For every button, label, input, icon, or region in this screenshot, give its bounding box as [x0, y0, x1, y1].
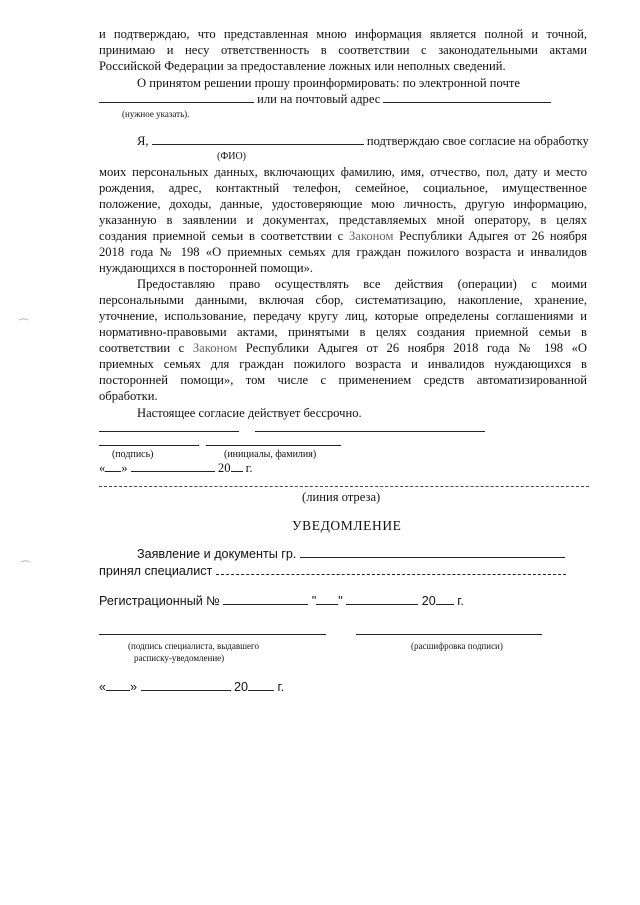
email-field[interactable] [99, 92, 254, 103]
law-link-1[interactable]: Законом [348, 229, 394, 243]
consent-line-6: 2018 года № 198 «О приемных семьях для граждан пожилого возраста и инвалидов [99, 245, 587, 259]
registration-year-field[interactable] [436, 594, 454, 605]
citizen-name-field[interactable] [300, 547, 565, 558]
para1-line-3: Российской Федерации за предоставление ложных или неполных сведений. [99, 59, 506, 73]
sign-month-field[interactable] [131, 461, 215, 472]
consent-line-3: положение, доходы, данные, удостоверяющие мою личность, другую информацию, [99, 197, 587, 211]
notice-day-field[interactable] [106, 680, 130, 691]
para1-line-2: принимаю и несу ответственность в соответствии с законодательными актами [99, 43, 587, 57]
sign-year-field[interactable] [231, 461, 243, 472]
rights-line-6: приемных семьях для граждан пожилого возраста и инвалидов нуждающихся в [99, 357, 587, 371]
registration-label: Регистрационный № [99, 594, 220, 608]
scan-mark-icon: ⌒ [18, 319, 29, 331]
registration-row [99, 594, 464, 609]
rights-line-7: посторонней помощи», том числе с применением средств автоматизированной [99, 373, 587, 387]
specialist-signature-field[interactable] [99, 634, 326, 635]
specialist-sign-label-2: расписку-уведомление) [134, 653, 225, 663]
rights-line-8: обработки. [99, 389, 158, 403]
sign-line-upper-2[interactable] [255, 431, 485, 432]
reg-quote-open: " [311, 594, 317, 608]
rights-line-5 [99, 341, 587, 356]
signature-field[interactable] [99, 445, 199, 446]
notice-month-field[interactable] [141, 680, 231, 691]
consent-i: Я, [137, 134, 149, 148]
initials-field[interactable] [206, 445, 341, 446]
postal-address-field[interactable] [383, 92, 551, 103]
rights-line-3: уточнение, использование, передачу кругу лиц, которые определены соглашениями и [99, 309, 587, 323]
inform-note: (нужное указать). [122, 109, 190, 119]
decode-label: (расшифровка подписи) [411, 641, 503, 651]
rights-l5c: Республики Адыгея от 26 ноября 2018 года № 198 «О [245, 341, 587, 355]
consent-line-5 [99, 229, 587, 244]
rights-l5a: соответствии с [99, 341, 185, 355]
consent-l5a: создания приемной семьи в соответствии с [99, 229, 344, 243]
fio-field[interactable] [152, 134, 364, 145]
consent-row [137, 134, 589, 149]
notice-date-row [99, 680, 284, 695]
law-link-2[interactable]: Законом [192, 341, 238, 355]
fio-label: (ФИО) [217, 151, 247, 162]
rights-line-4: нормативно-правовыми актами, принятыми в целях создания приемной семьи в [99, 325, 587, 339]
signature-decode-field[interactable] [356, 634, 542, 635]
reg-year-prefix: 20 [421, 594, 436, 608]
consent-line-7: нуждающихся в посторонней помощи». [99, 261, 314, 275]
inform-row [99, 92, 551, 107]
consent-line-4: указанную в заявлении и документах, представляемых мной оператору, в целях [99, 213, 587, 227]
registration-month-field[interactable] [346, 594, 418, 605]
cut-dashed-line [99, 486, 589, 487]
initials-label: (инициалы, фамилия) [224, 449, 317, 460]
inform-mid: или на почтовый адрес [257, 92, 381, 106]
scan-mark-icon-2: ⌒ [20, 561, 31, 573]
notice-year-prefix: 20 [234, 680, 249, 694]
sign-day-field[interactable] [105, 461, 121, 472]
reg-quote-close: " [338, 594, 343, 608]
notice-docs-row [137, 547, 565, 562]
notice-year-field[interactable] [248, 680, 274, 691]
inform-line: О принятом решении прошу проинформировать: по электронной почте [137, 76, 520, 90]
rights-line-2: персональными данными, включая сбор, систематизацию, накопление, хранение, [99, 293, 587, 307]
sign-date-row [99, 461, 253, 476]
registration-number-field[interactable] [223, 594, 308, 605]
sign-year-suffix: г. [245, 461, 253, 475]
sign-year-prefix: 20 [217, 461, 231, 475]
para1-line-1: и подтверждаю, что представленная мною информация является полной и точной, [99, 27, 587, 41]
sign-label: (подпись) [112, 449, 154, 460]
date-close-quote: » [121, 461, 128, 475]
reg-year-suffix: г. [457, 594, 464, 608]
registration-day-field[interactable] [316, 594, 338, 605]
notice-year-suffix: г. [277, 680, 285, 694]
validity-text: Настоящее согласие действует бессрочно. [137, 406, 362, 420]
sign-line-upper-1[interactable] [99, 431, 239, 432]
notice-date-open: « [99, 680, 107, 694]
rights-line-1: Предоставляю право осуществлять все действия (операции) с моими [137, 277, 587, 291]
cut-line-label: (линия отреза) [302, 490, 381, 504]
notice-title: УВЕДОМЛЕНИЕ [292, 518, 402, 533]
notice-docs-label: Заявление и документы гр. [137, 547, 297, 561]
consent-l5c: Республики Адыгея от 26 ноября [399, 229, 587, 243]
specialist-sign-label-1: (подпись специалиста, выдавшего [128, 641, 259, 651]
notice-date-close: » [130, 680, 138, 694]
notice-received-row [99, 564, 566, 579]
specialist-field[interactable] [216, 564, 566, 575]
date-open-quote: « [99, 461, 106, 475]
consent-confirm: подтверждаю свое согласие на обработку [366, 134, 589, 148]
consent-line-2: рождения, адрес, контактный телефон, семейное, социальное, имущественное [99, 181, 587, 195]
consent-line-1: моих персональных данных, включающих фамилию, имя, отчество, пол, дату и место [99, 165, 587, 179]
notice-received-label: принял специалист [99, 564, 213, 578]
